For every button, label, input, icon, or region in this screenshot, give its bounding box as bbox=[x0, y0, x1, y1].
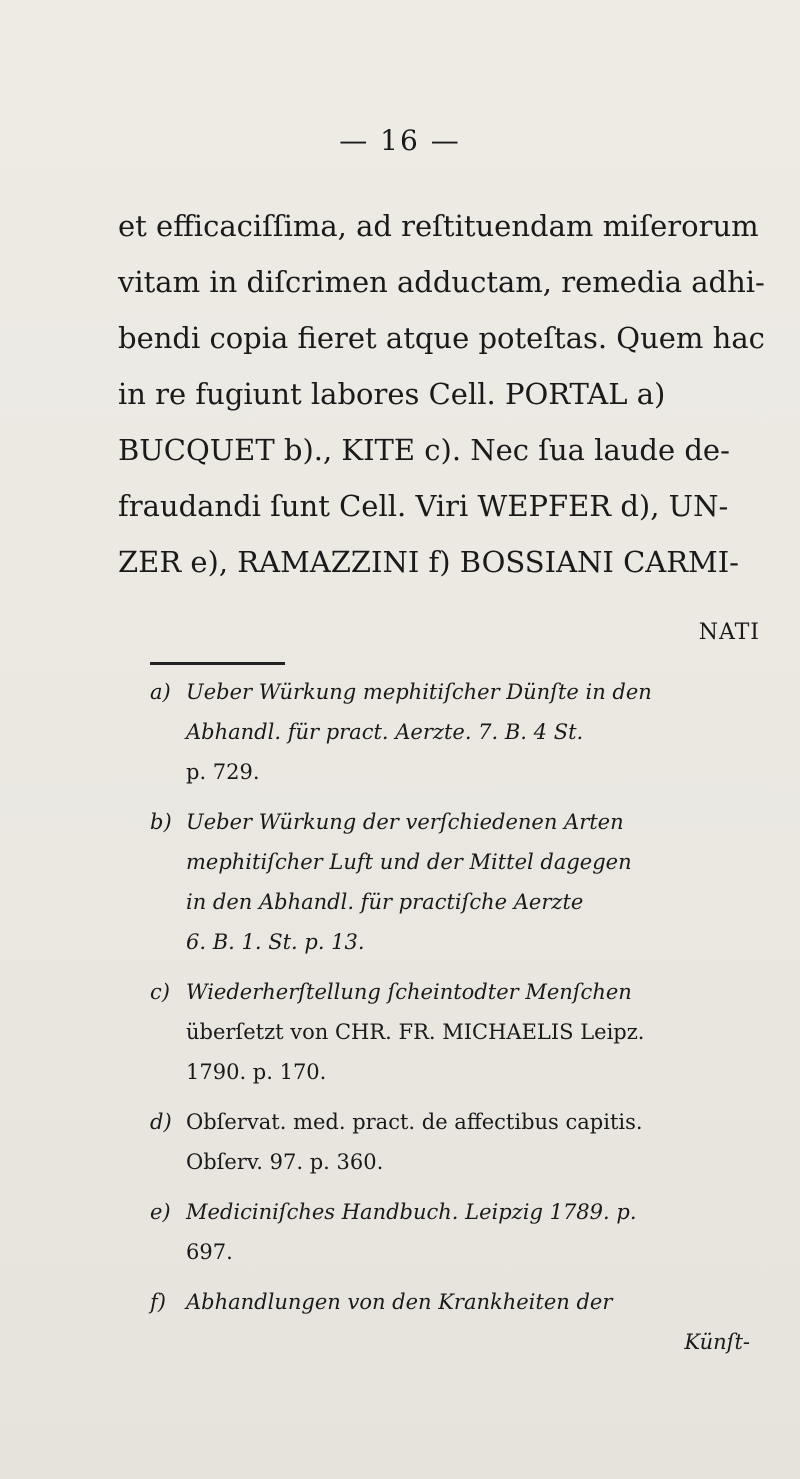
footnote-line: Abhandl. für pract. Aerzte. 7. B. 4 St. bbox=[186, 720, 584, 744]
footnote-b bbox=[150, 802, 790, 962]
footnote-mark: d) bbox=[150, 1110, 172, 1134]
body-text bbox=[118, 198, 778, 590]
footnote-f bbox=[150, 1282, 790, 1362]
body-line: ZER e), RAMAZZINI f) BOSSIANI CARMI- bbox=[118, 545, 739, 579]
body-line: in re fugiunt labores Cell. PORTAL a) bbox=[118, 377, 666, 411]
footnote-mark: b) bbox=[150, 810, 172, 834]
footnotes bbox=[150, 672, 790, 1372]
body-line: bendi copia fieret atque poteſtas. Quem hac bbox=[118, 321, 765, 355]
footnote-line: 697. bbox=[186, 1240, 233, 1264]
footnote-line: p. 729. bbox=[186, 760, 260, 784]
footnote-line: 6. B. 1. St. p. 13. bbox=[186, 930, 365, 954]
footnote-mark: f) bbox=[150, 1290, 166, 1314]
footnote-mark: e) bbox=[150, 1200, 171, 1224]
footnote-a bbox=[150, 672, 790, 792]
footnote-line: Mediciniſches Handbuch. Leipzig 1789. p. bbox=[186, 1200, 637, 1224]
body-line: fraudandi ſunt Cell. Viri WEPFER d), UN- bbox=[118, 489, 729, 523]
page-number: — 16 — bbox=[339, 124, 461, 157]
footnote-mark: a) bbox=[150, 680, 171, 704]
catchword: NATI bbox=[698, 620, 760, 645]
footnote-d bbox=[150, 1102, 790, 1182]
footnote-line: Wiederherſtellung ſcheintodter Menſchen bbox=[186, 980, 632, 1004]
footnote-line: Ueber Würkung der verſchiedenen Arten bbox=[186, 810, 624, 834]
footnote-rule bbox=[150, 662, 285, 665]
footnote-line: Obſervat. med. pract. de affectibus capitis. bbox=[186, 1110, 643, 1134]
footnote-line: überſetzt von CHR. FR. MICHAELIS Leipz. bbox=[186, 1020, 645, 1044]
body-line: BUCQUET b)., KITE c). Nec ſua laude de- bbox=[118, 433, 730, 467]
footnote-e bbox=[150, 1192, 790, 1272]
footnote-mark: c) bbox=[150, 980, 170, 1004]
footnote-line: in den Abhandl. für practiſche Aerzte bbox=[186, 890, 584, 914]
footnote-line: 1790. p. 170. bbox=[186, 1060, 327, 1084]
body-line: vitam in diſcrimen adductam, remedia adhi- bbox=[118, 265, 765, 299]
footnote-c bbox=[150, 972, 790, 1092]
footnote-line: Ueber Würkung mephitiſcher Dünſte in den bbox=[186, 680, 652, 704]
footnote-line: mephitiſcher Luft und der Mittel dagegen bbox=[186, 850, 632, 874]
footnote-line: Künſt- bbox=[684, 1330, 750, 1354]
footnote-line: Obſerv. 97. p. 360. bbox=[186, 1150, 384, 1174]
body-line: et efficaciſſima, ad reſtituendam miſerorum bbox=[118, 209, 759, 243]
footnote-line: Abhandlungen von den Krankheiten der bbox=[186, 1290, 613, 1314]
